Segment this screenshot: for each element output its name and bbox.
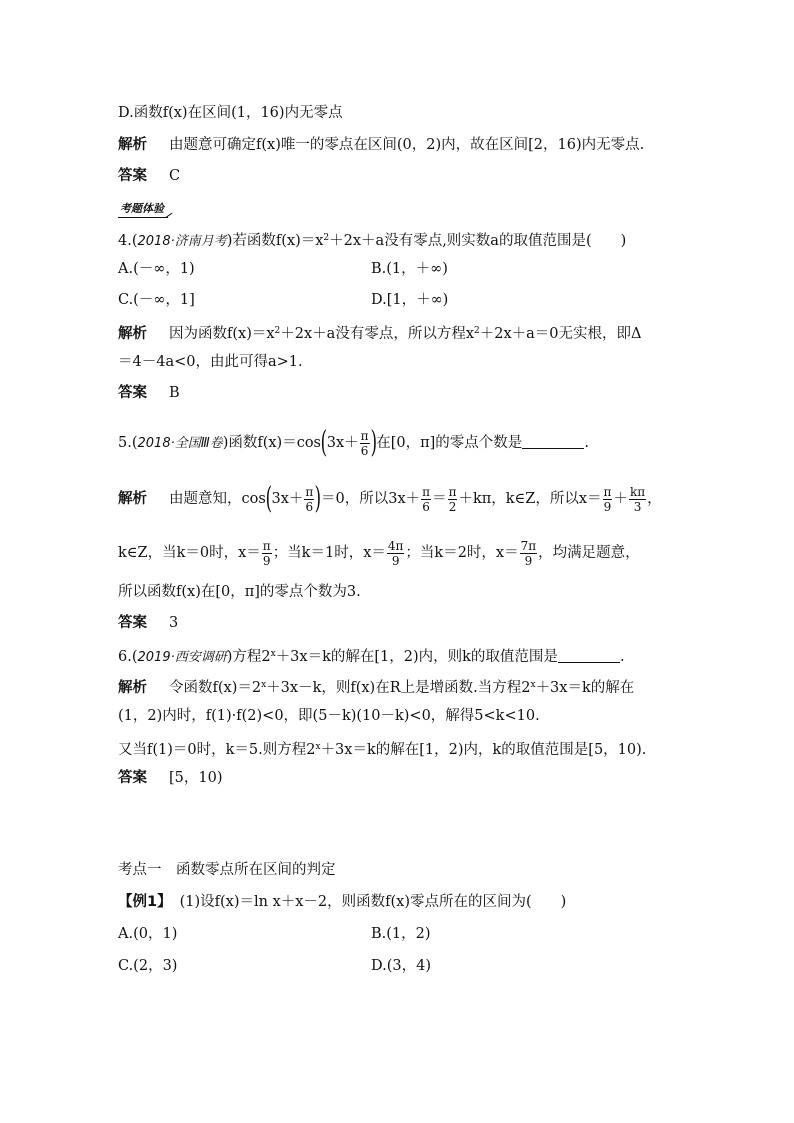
example-option-d: D.(3，4): [371, 958, 431, 974]
q4-analysis-line2: ＝4－4a<0，由此可得a>1.: [118, 354, 303, 370]
q6-answer-blank: [558, 648, 620, 663]
q3-answer: [118, 166, 180, 186]
q5-analysis-line2: k∈Z，当k＝0时，x＝ $\frac{\pi}{9}$ ；当k＝1时，x＝ $\frac{4\pi}{9}$ ；当k＝2时，x＝ $\frac{7\pi}{9}$ ，均满足题意，: [118, 538, 640, 568]
q4-answer-value: B: [169, 385, 180, 401]
q3-answer-value: C: [169, 168, 181, 184]
q5-stem: 5.(2018·全国Ⅲ卷)函数f(x)＝cos(3x＋ $\frac{\pi}{6}$ )在[0，π]的零点个数是 .: [118, 425, 589, 460]
q4-option-d: D.[1，＋∞): [371, 292, 449, 308]
q6-analysis-line1: 解析 令函数$f(x)=2^x+3x-k$，则f(x)在R上是增函数.当方程$2^x+3x=k$的解在: [118, 680, 635, 696]
q4-option-a: A.(－∞，1): [118, 261, 195, 277]
q6-source: 2019·西安调研: [137, 650, 227, 665]
answer-label: 答案: [118, 770, 147, 786]
example-1-stem: 【例1】 (1)设f(x)＝ln x＋x－2，则函数f(x)零点所在的区间为( ): [118, 894, 567, 910]
example-1-options-row1: [118, 924, 431, 944]
section-tag: 考题体验: [118, 200, 168, 218]
q5-answer: [118, 613, 178, 633]
q4-analysis-line1: 解析 因为函数$f(x)=x^2+2x+a$没有零点，所以方程$x^2+2x+a=0$无实根，即Δ: [118, 326, 642, 342]
example-option-b: B.(1，2): [371, 926, 431, 942]
analysis-label: 解析: [118, 491, 147, 507]
example-option-c: C.(2，3): [118, 958, 178, 974]
q5-analysis-line1: 解析 由题意知，cos(3x＋ $\frac{\pi}{6}$ )＝0，所以3x＋ $\frac{\pi}{6}$ ＝ $\frac{\pi}{2}$ ＋kπ，k∈Z，所以x＝ $\frac{\pi}{9}$ ＋ $\frac{k\pi}{3}$ ，: [118, 481, 662, 516]
q6-stem: 6.(2019·西安调研)方程$2^x+3x=k$的解在[1，2)内，则k的取值范围是 .: [118, 649, 625, 665]
example-option-a: A.(0，1): [118, 926, 178, 942]
analysis-label: 解析: [118, 680, 147, 696]
q5-source: 2018·全国Ⅲ卷: [137, 436, 223, 451]
analysis-label: 解析: [118, 137, 147, 153]
fraction-pi-6: $\frac{\pi}{6}$: [360, 428, 369, 458]
q4-source: 2018·济南月考: [137, 234, 227, 249]
q4-options-row1: [118, 259, 448, 279]
q6-analysis-line3: 又当f(1)＝0时，k＝5.则方程$2^x+3x=k$的解在[1，2)内，k的取值范围是[5，10).: [118, 742, 647, 758]
q5-analysis-line3: 所以函数f(x)在[0，π]的零点个数为3.: [118, 584, 361, 600]
analysis-label: 解析: [118, 326, 147, 342]
q6-answer-value: [5，10): [169, 770, 223, 786]
q4-option-c: C.(－∞，1]: [118, 292, 195, 308]
answer-label: 答案: [118, 385, 147, 401]
q4-stem: 4.(2018·济南月考)若函数$f(x)=x^2+2x+a$没有零点,则实数a的取值范围是( ): [118, 233, 627, 249]
q3-option-d: D.函数f(x)在区间(1，16)内无零点: [118, 105, 343, 121]
q5-answer-value: 3: [169, 615, 179, 631]
q3-analysis: [118, 135, 644, 155]
q6-answer: [118, 768, 223, 788]
q5-answer-blank: [522, 434, 584, 449]
q6-analysis-line2: (1，2)内时，f(1)·f(2)<0，即(5－k)(10－k)<0，解得5<k<10.: [118, 708, 540, 724]
section-heading: 考点一 函数零点所在区间的判定: [118, 862, 336, 878]
answer-label: 答案: [118, 615, 147, 631]
q4-answer: [118, 383, 180, 403]
q4-option-b: B.(1，＋∞): [371, 261, 448, 277]
answer-label: 答案: [118, 168, 147, 184]
q4-options-row2: [118, 290, 449, 310]
q3-analysis-text: 由题意可确定f(x)唯一的零点在区间(0，2)内，故在区间[2，16)内无零点.: [169, 137, 645, 153]
example-label: 【例1】: [118, 894, 172, 910]
example-1-options-row2: [118, 956, 431, 976]
